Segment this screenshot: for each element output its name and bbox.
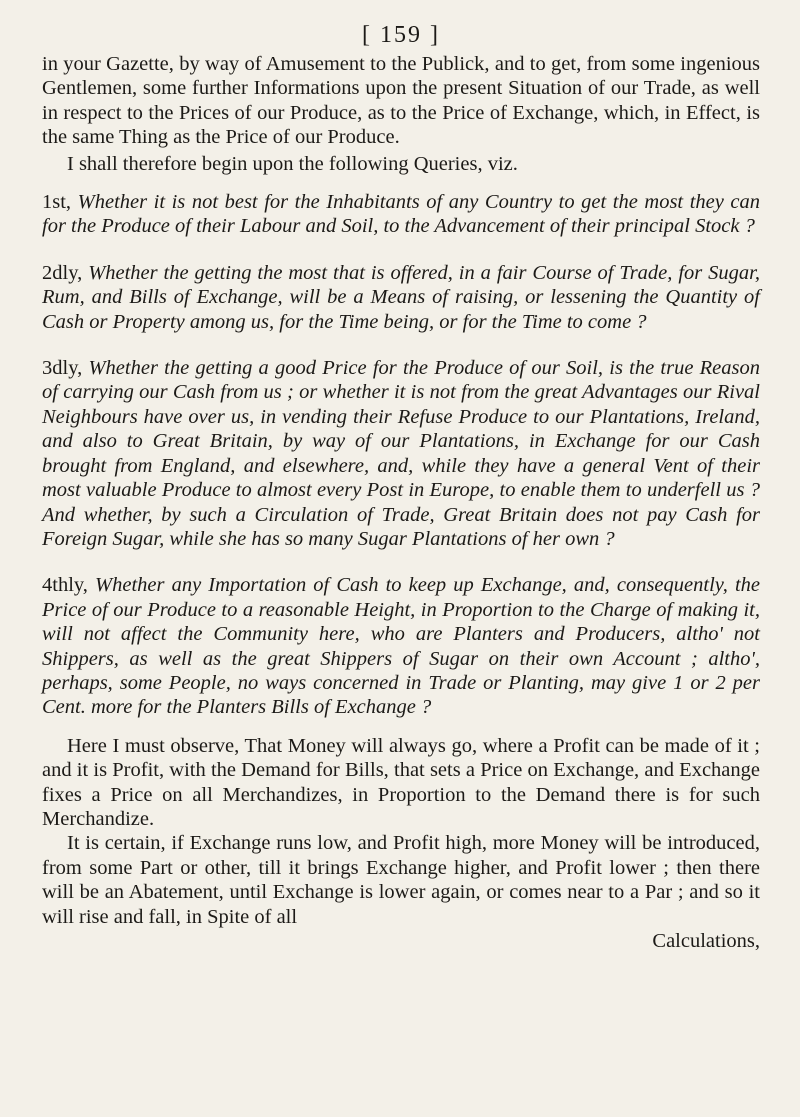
spacer	[42, 720, 760, 734]
query-number: 4thly,	[42, 574, 88, 597]
query-4	[42, 573, 760, 719]
page-number: [ 159 ]	[362, 22, 440, 48]
query-text: Whether the getting the most that is offered, in a fair Course of Trade, for Sugar, Rum, and Bills of Exchange, will be a Means of raising, or lessening the Quantity of Cash or Property among us, for the Time being, or for the Time to come ?	[42, 261, 760, 333]
query-number: 1st,	[42, 191, 72, 214]
lead-paragraph: I shall therefore begin upon the following Queries, viz.	[67, 152, 518, 175]
body-paragraph: Here I must observe, That Money will always go, where a Profit can be made of it ; and it is Profit, with the Demand for Bills, that sets a Price on Exchange, and Exchange fixes a Price on all Merchandizes, in Proportion to the Demand there is for such Merchandize.	[42, 734, 760, 830]
catchword: Calculations,	[652, 930, 760, 952]
query-2	[42, 261, 760, 334]
query-1	[42, 190, 760, 239]
query-text: Whether the getting a good Price for the Produce of our Soil, is the true Reason of carrying our Cash from us ; or whether it is not from the great Advantages our Rival Neighbours have over us, in vending their Refuse Produce to our Plantations, Ireland, and also to Great Britain, by way of our Plantations, in Exchange for our Cash brought from England, and elsewhere, and, while they have a general Vent of their most valuable Produce to almost every Post in Europe, to enable them to underfell us ? And whether, by such a Circulation of Trade, Great Britain does not pay Cash for Foreign Sugar, while she has so many Sugar Plantations of her own ?	[42, 357, 760, 550]
query-text: Whether it is not best for the Inhabitants of any Country to get the most they can for the Produce of their Labour and Soil, to the Advancement of their principal Stock ?	[42, 191, 761, 238]
query-3	[42, 356, 760, 551]
query-text: Whether any Importation of Cash to keep up Exchange, and, consequently, the Price of our Produce to a reasonable Height, in Proportion to the Charge of making it, will not affect the Community here, who are Planters and Producers, altho' not Shippers, as well as the great Shippers of Sugar on their own Account ; altho', perhaps, some People, no ways concerned in Trade or Planting, may give 1 or 2 per Cent. more for the Planters Bills of Exchange ?	[42, 574, 761, 719]
body-paragraph: It is certain, if Exchange runs low, and Profit high, more Money will be introduced, from some Part or other, till it brings Exchange higher, and Profit lower ; then there will be an Abatement, until Exchange is lower again, or comes near to a Par ; and so it will rise and fall, in Spite of all	[42, 832, 760, 928]
query-number: 2dly,	[42, 261, 83, 284]
query-number: 3dly,	[42, 357, 83, 380]
intro-paragraph: in your Gazette, by way of Amusement to the Publick, and to get, from some ingenious Gentlemen, some further Informations upon the present Situation of our Trade, as well in respect to the Prices of our Produce, as to the Price of Exchange, which, in Effect, is the same Thing as the Price of our Produce.	[42, 53, 760, 149]
